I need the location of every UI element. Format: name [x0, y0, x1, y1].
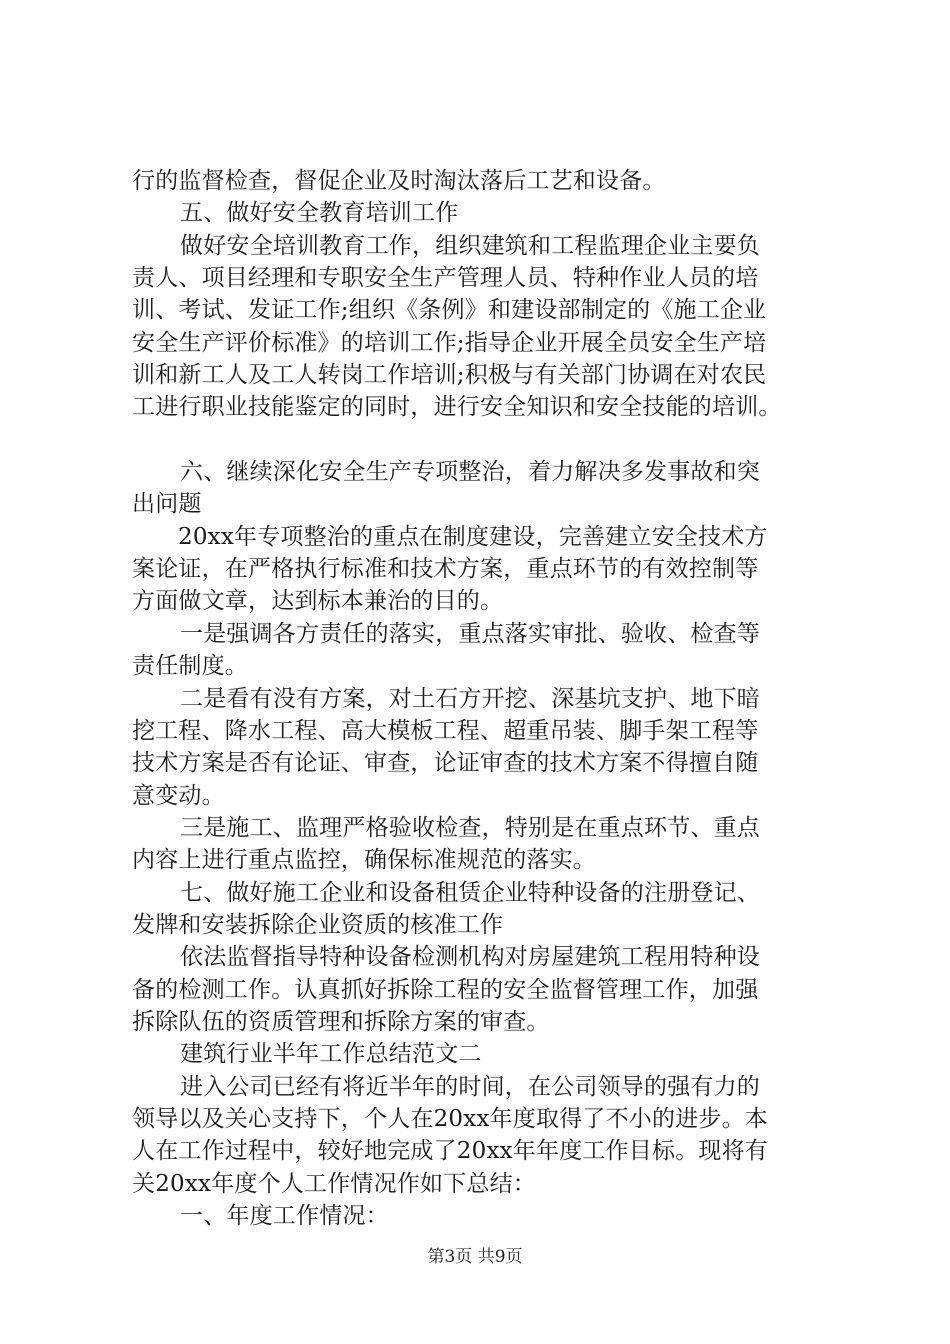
- text-line: 责任制度。: [132, 653, 248, 680]
- text-line: 进入公司已经有将近半年的时间，在公司领导的强有力的: [180, 1073, 760, 1100]
- body-text: [132, 165, 852, 1232]
- text-line: 案论证，在严格执行标准和技术方案，重点环节的有效控制等: [132, 556, 759, 583]
- section-heading-1: 一、年度工作情况：: [180, 1203, 389, 1229]
- text-line: 关20xx年度个人工作情况作如下总结：: [132, 1170, 537, 1197]
- text-line: 发牌和安装拆除企业资质的核准工作: [132, 911, 504, 938]
- text-line: 拆除队伍的资质管理和拆除方案的审查。: [132, 1008, 550, 1035]
- text-line: 方面做文章，达到标本兼治的目的。: [132, 588, 504, 615]
- section-heading-6: 六、继续深化安全生产专项整治，着力解决多发事故和突: [180, 459, 760, 486]
- text-line: 二是看有没有方案，对土石方开挖、深基坑支护、地下暗: [180, 685, 760, 712]
- text-line: 一是强调各方责任的落实，重点落实审批、验收、检查等: [180, 620, 760, 647]
- text-line: 依法监督指导特种设备检测机构对房屋建筑工程用特种设: [180, 944, 760, 971]
- section-heading-7: 七、做好施工企业和设备租赁企业特种设备的注册登记、: [180, 879, 760, 906]
- section-heading-5: 五、做好安全教育培训工作: [180, 200, 459, 227]
- text-line: 技术方案是否有论证、审查，论证审查的技术方案不得擅自随: [132, 750, 759, 777]
- text-line: 备的检测工作。认真抓好拆除工程的安全监督管理工作，加强: [132, 976, 759, 1003]
- text-line: 做好安全培训教育工作，组织建筑和工程监理企业主要负: [180, 232, 760, 259]
- text-line: 责人、项目经理和专职安全生产管理人员、特种作业人员的培: [132, 265, 759, 292]
- text-line: 内容上进行重点监控，确保标准规范的落实。: [132, 847, 596, 874]
- text-line: 训和新工人及工人转岗工作培训;积极与有关部门协调在对农民: [132, 362, 767, 389]
- text-line: 行的监督检查，督促企业及时淘汰落后工艺和设备。: [132, 168, 666, 194]
- text-line: 挖工程、降水工程、高大模板工程、超重吊装、脚手架工程等: [132, 717, 759, 744]
- text-line: 领导以及关心支持下，个人在20xx年度取得了不小的进步。本: [132, 1105, 769, 1132]
- text-line: 意变动。: [132, 782, 225, 809]
- text-line: 20xx年专项整治的重点在制度建设，完善建立安全技术方: [178, 523, 768, 550]
- text-line: 人在工作过程中，较好地完成了20xx年年度工作目标。现将有: [132, 1138, 769, 1165]
- text-line: 训、考试、发证工作;组织《条例》和建设部制定的《施工企业: [132, 297, 767, 324]
- paragraph-gap: [132, 424, 852, 456]
- text-line: 安全生产评价标准》的培训工作;指导企业开展全员安全生产培: [132, 329, 767, 356]
- page-footer: 第3页 共9页: [427, 1247, 523, 1267]
- article-title: 建筑行业半年工作总结范文二: [180, 1041, 482, 1068]
- text-line: 三是施工、监理严格验收检查，特别是在重点环节、重点: [180, 814, 760, 841]
- text-line: 出问题: [132, 491, 202, 518]
- text-line: 工进行职业技能鉴定的同时，进行安全知识和安全技能的培训。: [132, 394, 782, 421]
